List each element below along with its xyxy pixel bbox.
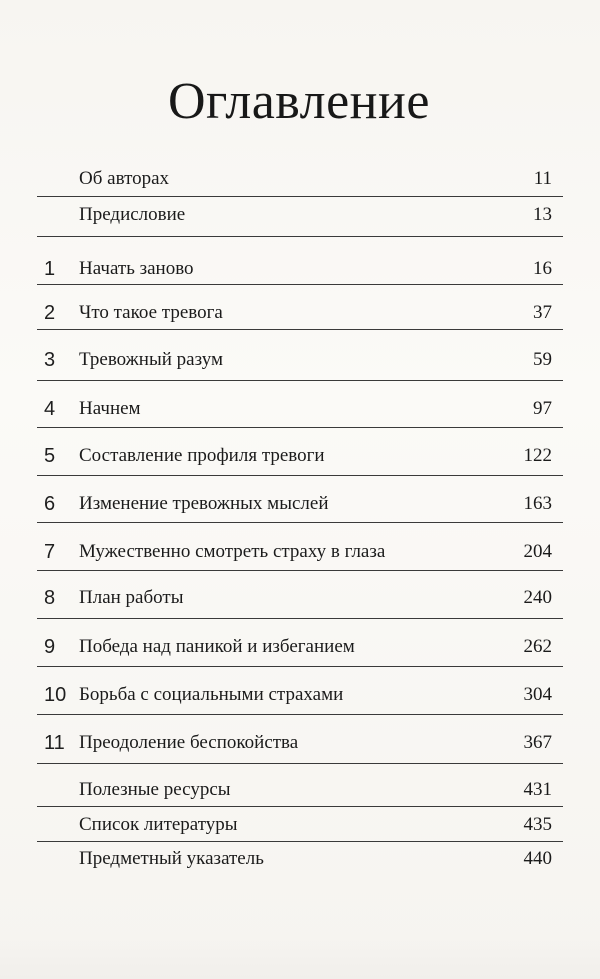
toc-entry-resources	[0, 774, 600, 806]
toc-entry-preface	[0, 199, 600, 231]
toc-entry-chapter-7	[0, 536, 600, 568]
page-bottom-margin	[0, 935, 600, 979]
toc-entry-number: 9	[44, 636, 56, 658]
toc-entry-bibliography	[0, 809, 600, 841]
toc-entry-number: 4	[44, 398, 56, 420]
toc-divider	[37, 284, 563, 285]
toc-entry-page: 122	[523, 445, 552, 466]
toc-entry-chapter-9	[0, 631, 600, 663]
toc-entry-label: Победа над паникой и избеганием	[79, 636, 355, 657]
toc-entry-page: 440	[523, 848, 552, 869]
toc-entry-number: 10	[44, 684, 67, 706]
toc-entry-label: Об авторах	[79, 168, 170, 189]
toc-entry-page: 262	[523, 636, 552, 657]
toc-entry-label: Полезные ресурсы	[79, 779, 231, 800]
toc-entry-number: 3	[44, 349, 56, 371]
toc-entry-index	[0, 843, 600, 875]
toc-divider	[37, 763, 563, 764]
toc-entry-page: 59	[533, 349, 552, 370]
toc-entry-page: 204	[523, 541, 552, 562]
toc-entry-number: 5	[44, 445, 56, 467]
toc-entry-about-authors	[0, 163, 600, 195]
toc-entry-chapter-10	[0, 679, 600, 711]
toc-entry-label: Предисловие	[79, 204, 186, 225]
toc-entry-page: 11	[533, 168, 552, 189]
toc-divider	[37, 380, 563, 381]
toc-entry-chapter-8	[0, 582, 600, 614]
toc-entry-label: Преодоление беспокойства	[79, 732, 299, 753]
toc-entry-page: 435	[523, 814, 552, 835]
toc-entry-number: 7	[44, 541, 56, 563]
toc-entry-page: 97	[533, 398, 552, 419]
toc-entry-label: Изменение тревожных мыслей	[79, 493, 329, 514]
toc-entry-label: Начнем	[79, 398, 141, 419]
toc-divider	[37, 427, 563, 428]
toc-entry-label: Начать заново	[79, 258, 194, 279]
toc-entry-chapter-4	[0, 393, 600, 425]
toc-entry-label: Составление профиля тревоги	[79, 445, 325, 466]
toc-divider	[37, 806, 563, 807]
toc-entry-page: 304	[523, 684, 552, 705]
toc-entry-page: 13	[533, 204, 552, 225]
toc-entry-page: 37	[533, 302, 552, 323]
toc-entry-label: Тревожный разум	[79, 349, 223, 370]
toc-entry-chapter-3	[0, 344, 600, 376]
toc-entry-page: 16	[533, 258, 552, 279]
toc-entry-label: Борьба с социальными страхами	[79, 684, 344, 705]
toc-divider	[37, 329, 563, 330]
toc-divider	[37, 196, 563, 197]
toc-divider	[37, 618, 563, 619]
toc-entry-number: 8	[44, 587, 56, 609]
toc-entry-page: 240	[523, 587, 552, 608]
toc-entry-label: Что такое тревога	[79, 302, 223, 323]
toc-divider	[37, 841, 563, 842]
toc-entry-number: 1	[44, 258, 56, 280]
page-title: Оглавление	[168, 73, 430, 130]
toc-entry-page: 431	[523, 779, 552, 800]
toc-entry-chapter-6	[0, 488, 600, 520]
toc-entry-number: 2	[44, 302, 56, 324]
toc-entry-label: Мужественно смотреть страху в глаза	[79, 541, 386, 562]
toc-entry-chapter-5	[0, 440, 600, 472]
toc-entry-chapter-1	[0, 253, 600, 285]
toc-divider	[37, 714, 563, 715]
toc-entry-label: Предметный указатель	[79, 848, 264, 869]
toc-entry-page: 367	[523, 732, 552, 753]
toc-entry-number: 11	[44, 732, 65, 754]
toc-divider	[37, 236, 563, 237]
toc-entry-label: План работы	[79, 587, 184, 608]
toc-entry-chapter-11	[0, 727, 600, 759]
toc-entry-chapter-2	[0, 297, 600, 329]
toc-divider	[37, 475, 563, 476]
toc-entry-page: 163	[523, 493, 552, 514]
toc-divider	[37, 666, 563, 667]
toc-divider	[37, 522, 563, 523]
toc-entry-label: Список литературы	[79, 814, 238, 835]
toc-entry-number: 6	[44, 493, 56, 515]
toc-divider	[37, 570, 563, 571]
